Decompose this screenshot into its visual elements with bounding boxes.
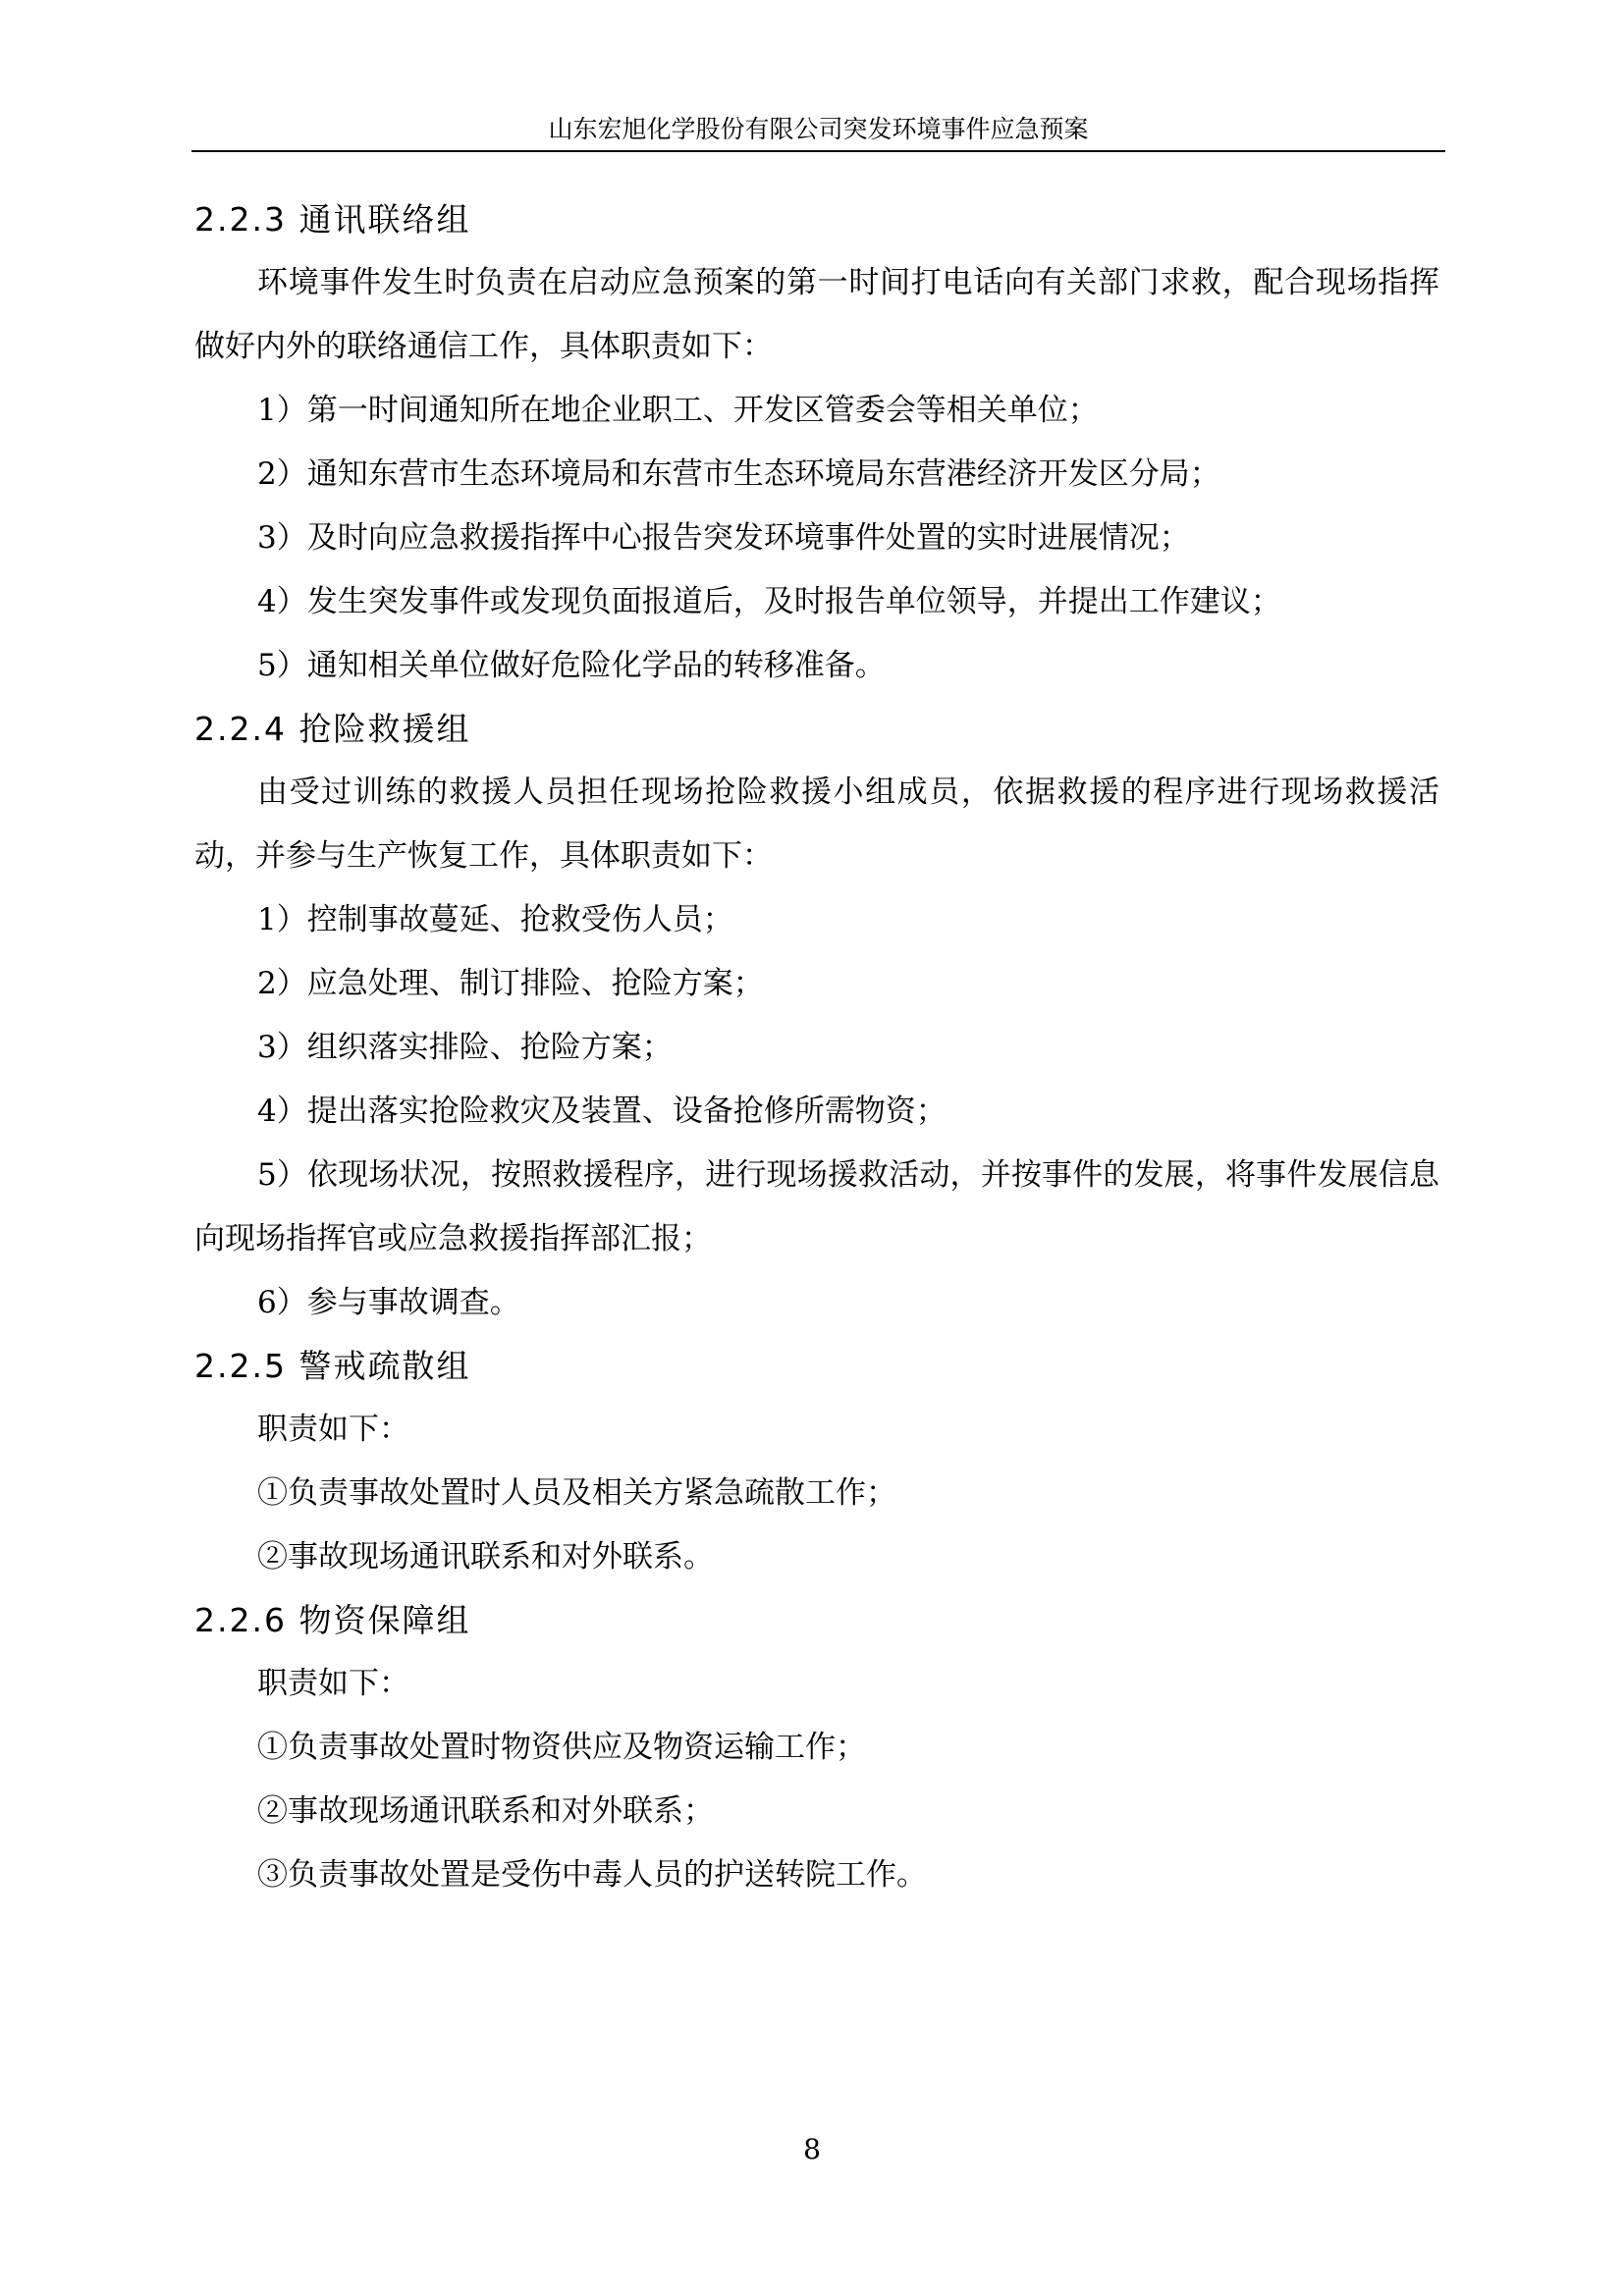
list-item: 2）通知东营市生态环境局和东营市生态环境局东营港经济开发区分局； xyxy=(257,456,1220,492)
section-evacuation xyxy=(194,1335,1439,1589)
page-number: 8 xyxy=(803,2133,821,2165)
list-item: 3）组织落实排险、抢险方案； xyxy=(257,1030,673,1065)
list-item: ③负责事故处置是受伤中毒人员的护送转院工作。 xyxy=(257,1857,927,1893)
list-item: 5）通知相关单位做好危险化学品的转移准备。 xyxy=(257,648,886,683)
header-rule xyxy=(191,150,1445,152)
list-item: 6）参与事故调查。 xyxy=(257,1285,520,1320)
list-item: 1）控制事故蔓延、抢救受伤人员； xyxy=(257,902,733,937)
section-heading: 2.2.5 警戒疏散组 xyxy=(194,1347,471,1385)
section-heading: 2.2.6 物资保障组 xyxy=(194,1601,471,1639)
list-item: 4）发生突发事件或发现负面报道后，及时报告单位领导，并提出工作建议； xyxy=(257,584,1281,619)
list-item: 4）提出落实抢险救灾及装置、设备抢修所需物资； xyxy=(257,1094,947,1129)
list-item: 3）及时向应急救援指挥中心报告突发环境事件处置的实时进展情况； xyxy=(257,520,1190,556)
section-communication xyxy=(194,188,1439,698)
page-header: 山东宏旭化学股份有限公司突发环境事件应急预案 xyxy=(548,115,1089,143)
list-item: ①负责事故处置时人员及相关方紧急疏散工作； xyxy=(257,1475,896,1511)
section-intro: 由受过训练的救援人员担任现场抢险救援小组成员，依据救援的程序进行现场救援活动，并参与生产恢复工作，具体职责如下： xyxy=(194,774,1439,874)
section-intro: 职责如下： xyxy=(257,1666,409,1701)
list-item: 5）依现场状况，按照救援程序，进行现场援救活动，并按事件的发展，将事件发展信息向现场指挥官或应急救援指挥部汇报； xyxy=(194,1157,1439,1256)
list-item: ②事故现场通讯联系和对外联系。 xyxy=(257,1539,714,1575)
section-intro: 环境事件发生时负责在启动应急预案的第一时间打电话向有关部门求救，配合现场指挥做好内外的联络通信工作，具体职责如下： xyxy=(194,265,1439,364)
list-item: 2）应急处理、制订排险、抢险方案； xyxy=(257,966,764,1001)
document-body xyxy=(194,188,1439,1907)
section-heading: 2.2.3 通讯联络组 xyxy=(194,200,471,239)
list-item: ①负责事故处置时物资供应及物资运输工作； xyxy=(257,1730,866,1765)
section-heading: 2.2.4 抢险救援组 xyxy=(194,710,471,748)
list-item: ②事故现场通讯联系和对外联系； xyxy=(257,1793,714,1829)
section-rescue xyxy=(194,698,1439,1335)
section-supplies xyxy=(194,1589,1439,1907)
list-item: 1）第一时间通知所在地企业职工、开发区管委会等相关单位； xyxy=(257,393,1099,428)
section-intro: 职责如下： xyxy=(257,1412,409,1447)
